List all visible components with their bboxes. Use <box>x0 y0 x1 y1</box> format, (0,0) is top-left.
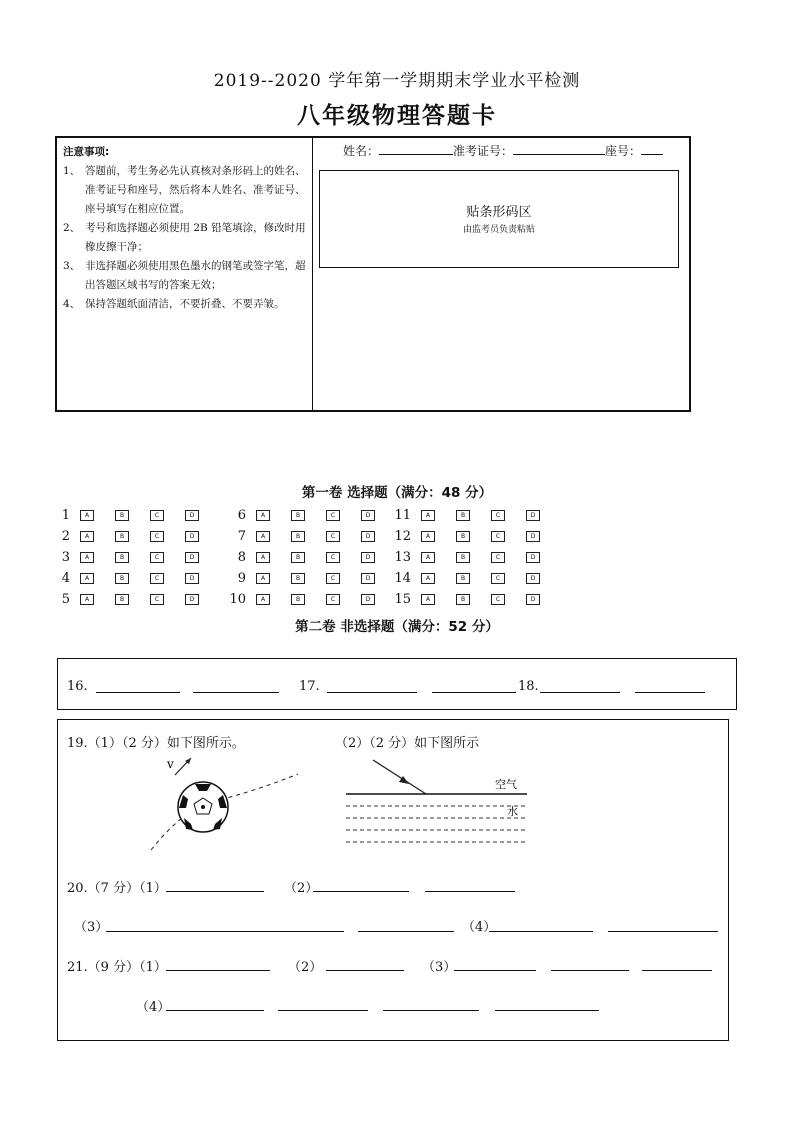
q20-4-blank-1[interactable] <box>489 931 593 932</box>
answer-bubble-d[interactable]: D <box>526 573 540 584</box>
notes-heading: 注意事项: <box>63 146 110 158</box>
question-number: 12 <box>394 528 411 544</box>
info-divider <box>312 138 313 410</box>
answer-bubble-c[interactable]: C <box>150 510 164 521</box>
answer-bubble-d[interactable]: D <box>361 531 375 542</box>
mcq-row <box>393 591 561 607</box>
answer-box-19-21 <box>57 719 729 1041</box>
q21-4-blank-2[interactable] <box>278 1010 368 1011</box>
q21-3-blank-1[interactable] <box>454 970 536 971</box>
answer-bubble-a[interactable]: A <box>256 552 270 563</box>
answer-bubble-c[interactable]: C <box>491 531 505 542</box>
answer-bubble-c[interactable]: C <box>150 573 164 584</box>
q20-1-blank[interactable] <box>166 891 264 892</box>
q21-3-label: （3） <box>422 960 457 975</box>
answer-bubble-c[interactable]: C <box>491 510 505 521</box>
exam-title: 2019--2020 学年第一学期期末学业水平检测 <box>213 71 581 91</box>
q21-1-blank[interactable] <box>166 970 270 971</box>
q20-3-blank-1[interactable] <box>106 931 344 932</box>
q16-blank-2[interactable] <box>193 692 279 693</box>
answer-bubble-d[interactable]: D <box>526 531 540 542</box>
q20-3-label: （3） <box>74 920 109 935</box>
q20-3-blank-2[interactable] <box>358 931 454 932</box>
name-field[interactable] <box>379 142 453 155</box>
section2-title: 第二卷 非选择题（满分：52 分） <box>295 619 499 635</box>
answer-bubble-c[interactable]: C <box>326 573 340 584</box>
answer-bubble-b[interactable]: B <box>456 531 470 542</box>
answer-bubble-b[interactable]: B <box>456 573 470 584</box>
mcq-row <box>228 549 396 565</box>
answer-bubble-a[interactable]: A <box>421 552 435 563</box>
answer-bubble-d[interactable]: D <box>526 510 540 521</box>
q20-2-blank-1[interactable] <box>313 891 409 892</box>
answer-bubble-b[interactable]: B <box>456 510 470 521</box>
mcq-row <box>52 570 220 586</box>
answer-bubble-c[interactable]: C <box>491 573 505 584</box>
answer-bubble-b[interactable]: B <box>456 552 470 563</box>
answer-bubble-b[interactable]: B <box>115 573 129 584</box>
q20-2-label: （2） <box>284 881 319 896</box>
water-label: 水 <box>507 805 518 818</box>
answer-bubble-a[interactable]: A <box>80 510 94 521</box>
answer-card-title: 八年级物理答题卡 <box>297 103 497 129</box>
question-number: 13 <box>394 549 411 565</box>
notes-panel <box>63 143 309 314</box>
seat-field[interactable] <box>641 142 663 155</box>
q16-blank-1[interactable] <box>96 692 180 693</box>
question-number: 9 <box>237 570 246 586</box>
note-item: 2、 考号和选择题必须使用 2B 铅笔填涂，修改时用橡皮擦干净； <box>63 222 306 253</box>
answer-bubble-a[interactable]: A <box>421 594 435 605</box>
answer-bubble-d[interactable]: D <box>526 594 540 605</box>
q19-1-label: 19.（1）（2 分）如下图所示。 <box>67 736 245 751</box>
answer-bubble-d[interactable]: D <box>185 573 199 584</box>
q17-blank-2[interactable] <box>432 692 516 693</box>
answer-bubble-c[interactable]: C <box>326 594 340 605</box>
q18-label: 18. <box>518 679 539 694</box>
answer-bubble-c[interactable]: C <box>326 510 340 521</box>
question-number: 4 <box>61 570 70 586</box>
answer-bubble-a[interactable]: A <box>256 510 270 521</box>
answer-bubble-c[interactable]: C <box>150 552 164 563</box>
question-number: 5 <box>61 591 70 607</box>
exam-no-field[interactable] <box>513 142 605 155</box>
answer-bubble-d[interactable]: D <box>361 510 375 521</box>
answer-bubble-b[interactable]: B <box>115 510 129 521</box>
exam-no-label: 准考证号： <box>453 144 514 158</box>
note-item: 3、 非选择题必须使用黑色墨水的钢笔或签字笔，超出答题区域书写的答案无效； <box>63 260 306 291</box>
answer-bubble-d[interactable]: D <box>185 552 199 563</box>
info-box <box>55 136 691 412</box>
name-label: 姓名： <box>343 144 380 158</box>
answer-bubble-d[interactable]: D <box>361 552 375 563</box>
mcq-row <box>52 591 220 607</box>
answer-bubble-b[interactable]: B <box>291 573 305 584</box>
barcode-note: 由监考员负责粘贴 <box>462 225 535 235</box>
question-number: 14 <box>394 570 411 586</box>
mcq-row <box>393 528 561 544</box>
air-label: 空气 <box>495 778 517 791</box>
mcq-row <box>52 507 220 523</box>
mcq-row <box>228 591 396 607</box>
barcode-title: 贴条形码区 <box>466 205 532 220</box>
answer-bubble-c[interactable]: C <box>150 531 164 542</box>
answer-bubble-b[interactable]: B <box>456 594 470 605</box>
answer-bubble-d[interactable]: D <box>185 594 199 605</box>
answer-bubble-c[interactable]: C <box>491 594 505 605</box>
answer-bubble-a[interactable]: A <box>421 510 435 521</box>
q21-2-label: （2） <box>288 960 323 975</box>
answer-bubble-c[interactable]: C <box>326 531 340 542</box>
answer-bubble-d[interactable]: D <box>185 531 199 542</box>
question-number: 8 <box>237 549 246 565</box>
answer-bubble-d[interactable]: D <box>361 594 375 605</box>
answer-bubble-b[interactable]: B <box>291 552 305 563</box>
q20-4-label: （4） <box>462 920 497 935</box>
question-number: 6 <box>237 507 246 523</box>
q21-3-blank-2[interactable] <box>551 970 629 971</box>
answer-bubble-c[interactable]: C <box>150 594 164 605</box>
mcq-row <box>228 570 396 586</box>
note-item: 4、 保持答题纸面清洁，不要折叠、不要弄皱。 <box>63 298 285 310</box>
refraction-figure[interactable] <box>343 754 533 854</box>
q21-4-label: （4） <box>136 1000 171 1015</box>
q21-3-blank-3[interactable] <box>642 970 712 971</box>
question-number: 10 <box>229 591 246 607</box>
answer-bubble-b[interactable]: B <box>291 531 305 542</box>
answer-bubble-b[interactable]: B <box>291 510 305 521</box>
mcq-row <box>228 507 396 523</box>
q21-4-blank-1[interactable] <box>166 1010 264 1011</box>
answer-bubble-d[interactable]: D <box>526 552 540 563</box>
note-item: 1、 答题前，考生务必先认真核对条形码上的姓名、准考证号和座号，然后将本人姓名、准考证号、座号填写在相应位置。 <box>63 165 306 215</box>
q19-2-label: （2）（2 分）如下图所示 <box>335 736 480 751</box>
q20-4-blank-2[interactable] <box>608 931 718 932</box>
answer-bubble-b[interactable]: B <box>115 531 129 542</box>
barcode-area <box>319 170 679 268</box>
mcq-row <box>52 528 220 544</box>
answer-bubble-a[interactable]: A <box>421 573 435 584</box>
question-number: 15 <box>394 591 411 607</box>
answer-bubble-b[interactable]: B <box>115 594 129 605</box>
section1-title: 第一卷 选择题（满分：48 分） <box>301 485 493 501</box>
answer-bubble-a[interactable]: A <box>80 552 94 563</box>
answer-bubble-a[interactable]: A <box>256 594 270 605</box>
question-number: 1 <box>61 507 70 523</box>
q17-label: 17. <box>299 679 320 694</box>
answer-box-16-18 <box>57 658 737 710</box>
identity-line <box>343 142 663 159</box>
mcq-row <box>228 528 396 544</box>
answer-bubble-a[interactable]: A <box>256 531 270 542</box>
question-number: 2 <box>61 528 70 544</box>
answer-bubble-c[interactable]: C <box>491 552 505 563</box>
incident-ray <box>373 760 426 794</box>
answer-bubble-a[interactable]: A <box>421 531 435 542</box>
answer-bubble-b[interactable]: B <box>291 594 305 605</box>
mcq-row <box>393 549 561 565</box>
q18-blank-2[interactable] <box>635 692 705 693</box>
answer-bubble-c[interactable]: C <box>326 552 340 563</box>
question-number: 3 <box>61 549 70 565</box>
soccer-ball-icon <box>178 782 228 832</box>
answer-bubble-a[interactable]: A <box>80 573 94 584</box>
q21-2-blank[interactable] <box>326 970 404 971</box>
question-number: 7 <box>237 528 246 544</box>
mcq-row <box>52 549 220 565</box>
answer-bubble-b[interactable]: B <box>115 552 129 563</box>
answer-bubble-a[interactable]: A <box>256 573 270 584</box>
mcq-row <box>393 570 561 586</box>
answer-bubble-d[interactable]: D <box>361 573 375 584</box>
answer-bubble-a[interactable]: A <box>80 594 94 605</box>
question-number: 11 <box>394 507 411 523</box>
q21-4-blank-3[interactable] <box>383 1010 479 1011</box>
mcq-row <box>393 507 561 523</box>
q21-4-blank-4[interactable] <box>495 1010 599 1011</box>
q21-label: 21.（9 分）（1） <box>67 960 167 975</box>
q16-label: 16. <box>67 679 88 694</box>
answer-bubble-a[interactable]: A <box>80 531 94 542</box>
soccer-ball-figure[interactable] <box>143 750 313 855</box>
q20-2-blank-2[interactable] <box>425 891 515 892</box>
q17-blank-1[interactable] <box>327 692 417 693</box>
velocity-label: v <box>167 757 174 771</box>
q20-label: 20.（7 分）（1） <box>67 881 167 896</box>
q18-blank-1[interactable] <box>540 692 620 693</box>
seat-label: 座号： <box>605 144 642 158</box>
answer-bubble-d[interactable]: D <box>185 510 199 521</box>
